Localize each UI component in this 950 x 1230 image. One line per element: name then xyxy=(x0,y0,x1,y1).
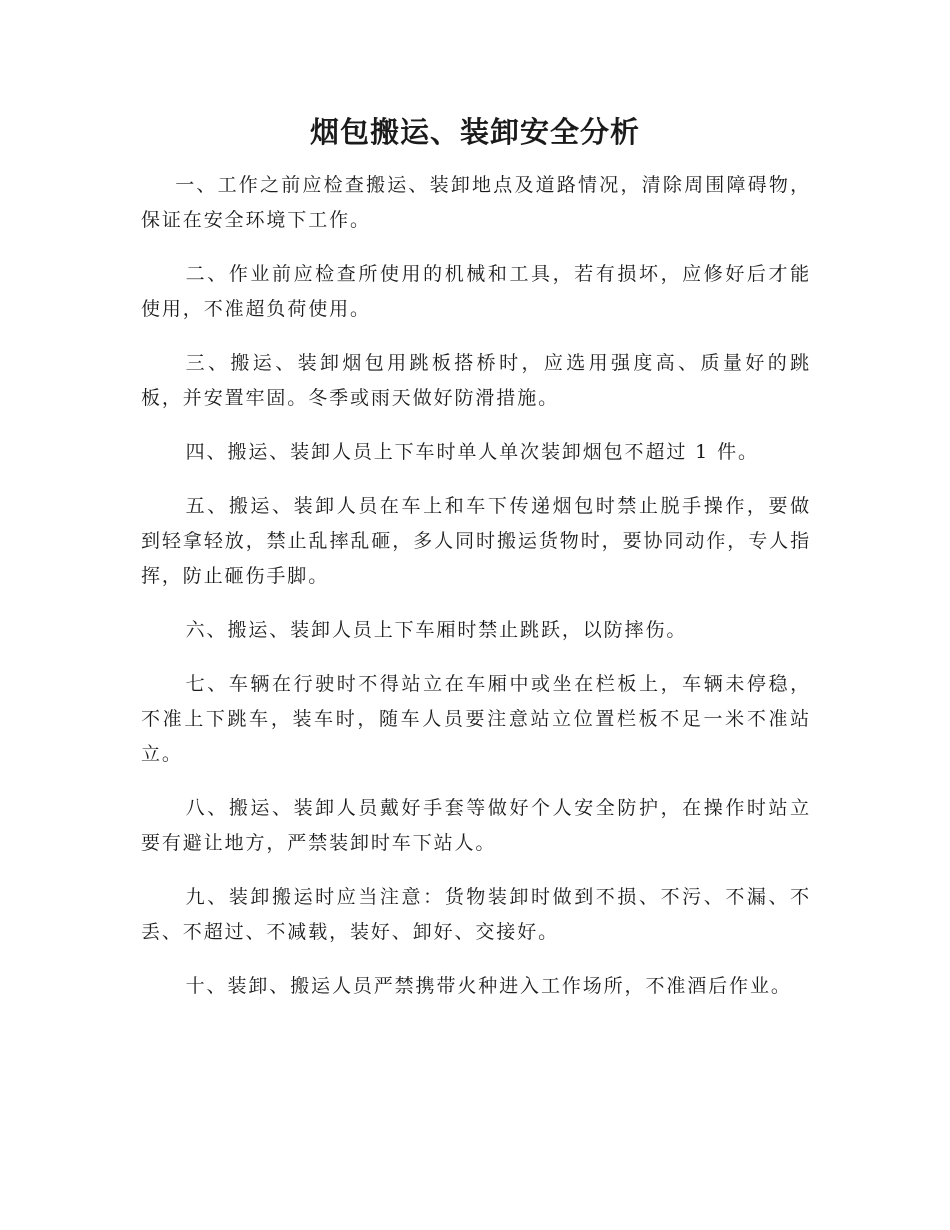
paragraph-4: 四、搬运、装卸人员上下车时单人单次装卸烟包不超过 1 件。 xyxy=(185,441,759,463)
paragraph-3: 三、搬运、装卸烟包用跳板搭桥时，应选用强度高、质量好的跳板，并安置牢固。冬季或雨天做好防滑措施。 xyxy=(141,352,811,409)
paragraph-10: 十、装卸、搬运人员严禁携带火种进入工作场所，不准酒后作业。 xyxy=(185,975,792,997)
paragraph-8: 八、搬运、装卸人员戴好手套等做好个人安全防护，在操作时站立要有避让地方，严禁装卸时车下站人。 xyxy=(141,797,811,854)
paragraph-9: 九、装卸搬运时应当注意：货物装卸时做到不损、不污、不漏、不丢、不超过、不减载，装好、卸好、交接好。 xyxy=(141,886,811,943)
document-body xyxy=(141,168,811,1023)
paragraph-7: 七、车辆在行驶时不得站立在车厢中或坐在栏板上，车辆未停稳，不准上下跳车，装车时，随车人员要注意站立位置栏板不足一米不准站立。 xyxy=(141,673,811,765)
page-title: 烟包搬运、装卸安全分析 xyxy=(309,115,640,149)
paragraph-2: 二、作业前应检查所使用的机械和工具，若有损坏，应修好后才能使用，不准超负荷使用。 xyxy=(141,263,811,320)
paragraph-1: 一、工作之前应检查搬运、装卸地点及道路情况，清除周围障碍物，保证在安全环境下工作。 xyxy=(141,174,811,231)
paragraph-6: 六、搬运、装卸人员上下车厢时禁止跳跃，以防摔伤。 xyxy=(185,619,688,641)
paragraph-5: 五、搬运、装卸人员在车上和车下传递烟包时禁止脱手操作，要做到轻拿轻放，禁止乱摔乱砸，多人同时搬运货物时，要协同动作，专人指挥，防止砸伤手脚。 xyxy=(141,495,811,587)
